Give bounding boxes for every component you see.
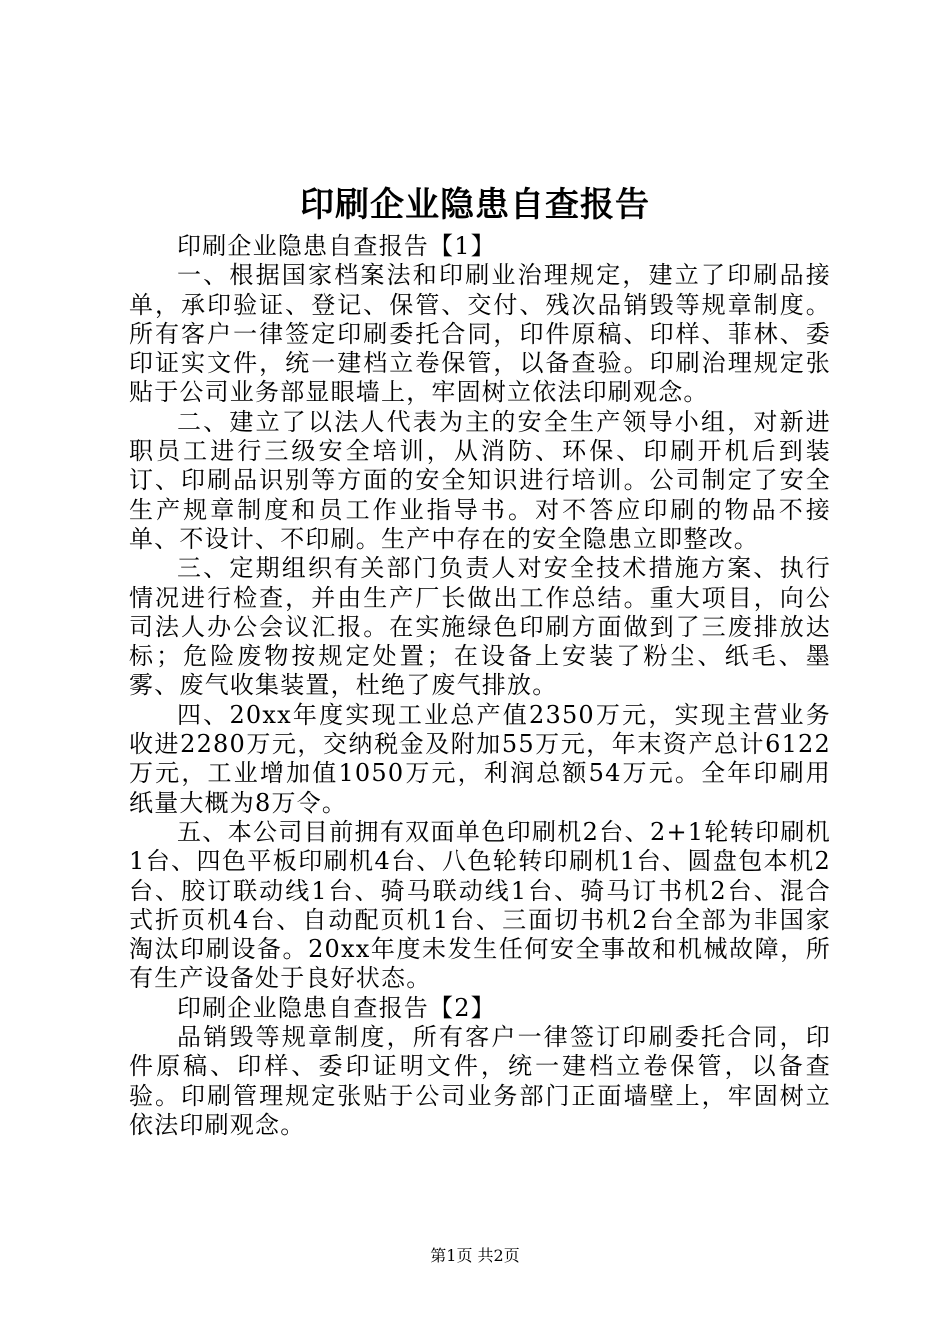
document-body bbox=[129, 232, 831, 1140]
page-footer: 第1页 共2页 bbox=[430, 1246, 520, 1265]
paragraph-1-3: 三、定期组织有关部门负责人对安全技术措施方案、执行情况进行检查，并由生产厂长做出工作总结。重大项目，向公司法人办公会议汇报。在实施绿色印刷方面做到了三废排放达标；危险废物按规定处置；在设备上安装了粉尘、纸毛、墨雾、废气收集装置，杜绝了废气排放。 bbox=[129, 554, 831, 700]
section-heading-1: 印刷企业隐患自查报告【1】 bbox=[177, 232, 496, 260]
section-heading-2: 印刷企业隐患自查报告【2】 bbox=[177, 993, 496, 1022]
paragraph-2-1: 品销毁等规章制度，所有客户一律签订印刷委托合同，印件原稿、印样、委印证明文件，统一建档立卷保管，以备查验。印刷管理规定张贴于公司业务部门正面墙壁上，牢固树立依法印刷观念。 bbox=[129, 1023, 831, 1139]
paragraph-1-1: 一、根据国家档案法和印刷业治理规定，建立了印刷品接单，承印验证、登记、保管、交付、残次品销毁等规章制度。所有客户一律签定印刷委托合同，印件原稿、印样、菲林、委印证实文件，统一建档立卷保管，以备查验。印刷治理规定张贴于公司业务部显眼墙上，牢固树立依法印刷观念。 bbox=[129, 261, 831, 407]
document-title: 印刷企业隐患自查报告 bbox=[300, 185, 650, 225]
paragraph-1-4: 四、20xx年度实现工业总产值2350万元，实现主营业务收进2280万元，交纳税金及附加55万元，年末资产总计6122万元，工业增加值1050万元，利润总额54万元。全年印刷用纸量大概为8万令。 bbox=[129, 700, 831, 817]
paragraph-1-5: 五、本公司目前拥有双面单色印刷机2台、2+1轮转印刷机1台、四色平板印刷机4台、八色轮转印刷机1台、圆盘包本机2台、胶订联动线1台、骑马联动线1台、骑马订书机2台、混合式折页机4台、自动配页机1台、三面切书机2台全部为非国家淘汰印刷设备。20xx年度未发生任何安全事故和机械故障，所有生产设备处于良好状态。 bbox=[129, 817, 831, 993]
paragraph-1-2: 二、建立了以法人代表为主的安全生产领导小组，对新进职员工进行三级安全培训，从消防、环保、印刷开机后到装订、印刷品识别等方面的安全知识进行培训。公司制定了安全生产规章制度和员工作业指导书。对不答应印刷的物品不接单、不设计、不印刷。生产中存在的安全隐患立即整改。 bbox=[129, 407, 831, 553]
